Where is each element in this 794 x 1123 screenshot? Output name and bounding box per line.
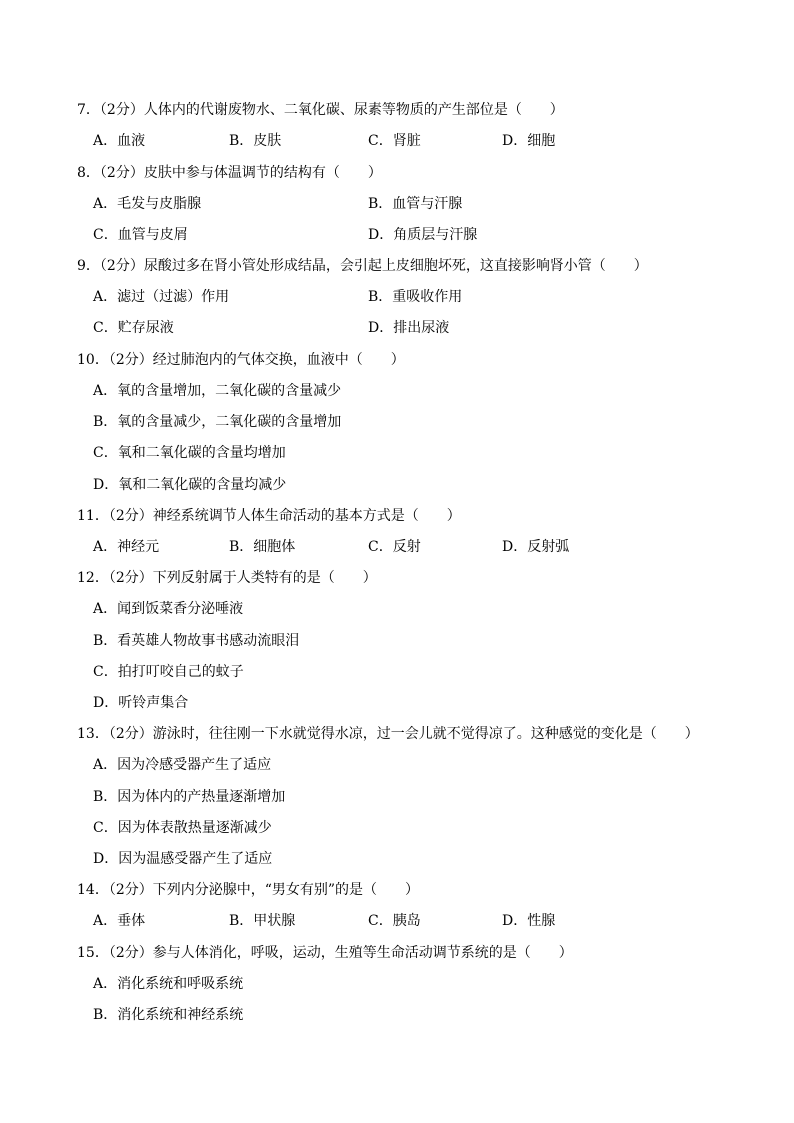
question-8-stem: 8．（2分）皮肤中参与体温调节的结构有（ ） (77, 165, 382, 181)
question-13-stem: 13．（2分）游泳时，往往刚一下水就觉得水凉，过一会儿就不觉得凉了。这种感觉的变化是（ ） (77, 726, 699, 742)
question-10-stem: 10．（2分）经过肺泡内的气体交换，血液中（ ） (77, 352, 405, 368)
question-14-option-d: D．性腺 (502, 913, 556, 929)
question-14-option-a: A．垂体 (93, 913, 146, 929)
question-9-stem: 9．（2分）尿酸过多在肾小管处形成结晶，会引起上皮细胞坏死，这直接影响肾小管（ ） (77, 258, 648, 274)
question-9-option-d: D．排出尿液 (368, 320, 450, 336)
question-12-option-a: A．闻到饭菜香分泌唾液 (93, 601, 244, 617)
question-11-option-b: B．细胞体 (229, 539, 296, 555)
question-14-stem: 14．（2分）下列内分泌腺中，“男女有别”的是（ ） (77, 882, 420, 898)
question-7-option-c: C．肾脏 (368, 133, 421, 149)
question-8-option-a: A．毛发与皮脂腺 (93, 196, 202, 212)
question-15-option-b: B．消化系统和神经系统 (93, 1007, 244, 1023)
question-9-option-b: B．重吸收作用 (368, 289, 463, 305)
question-12-option-c: C．拍打叮咬自己的蚊子 (93, 664, 244, 680)
question-13-option-b: B．因为体内的产热量逐渐增加 (93, 789, 286, 805)
question-9-option-c: C．贮存尿液 (93, 320, 174, 336)
question-10-option-b: B．氧的含量减少，二氧化碳的含量增加 (93, 414, 342, 430)
question-8-option-c: C．血管与皮屑 (93, 227, 188, 243)
question-14-option-c: C．胰岛 (368, 913, 421, 929)
question-11-stem: 11．（2分）神经系统调节人体生命活动的基本方式是（ ） (77, 508, 461, 524)
question-7-option-a: A．血液 (93, 133, 146, 149)
question-11-option-a: A．神经元 (93, 539, 160, 555)
question-12-option-b: B．看英雄人物故事书感动流眼泪 (93, 633, 300, 649)
question-10-option-a: A．氧的含量增加，二氧化碳的含量减少 (93, 383, 342, 399)
question-11-option-d: D．反射弧 (502, 539, 570, 555)
question-10-option-c: C．氧和二氧化碳的含量均增加 (93, 445, 286, 461)
question-13-option-d: D．因为温感受器产生了适应 (93, 851, 273, 867)
question-7-option-d: D．细胞 (502, 133, 556, 149)
question-12-stem: 12．（2分）下列反射属于人类特有的是（ ） (77, 570, 377, 586)
question-12-option-d: D．听铃声集合 (93, 695, 189, 711)
question-14-option-b: B．甲状腺 (229, 913, 296, 929)
question-10-option-d: D．氧和二氧化碳的含量均减少 (93, 477, 287, 493)
question-15-stem: 15．（2分）参与人体消化，呼吸，运动，生殖等生命活动调节系统的是（ ） (77, 945, 573, 961)
question-13-option-c: C．因为体表散热量逐渐减少 (93, 820, 272, 836)
question-9-option-a: A．滤过（过滤）作用 (93, 289, 230, 305)
question-13-option-a: A．因为冷感受器产生了适应 (93, 757, 272, 773)
question-11-option-c: C．反射 (368, 539, 421, 555)
question-7-option-b: B．皮肤 (229, 133, 282, 149)
question-8-option-b: B．血管与汗腺 (368, 196, 463, 212)
question-7-stem: 7．（2分）人体内的代谢废物水、二氧化碳、尿素等物质的产生部位是（ ） (77, 102, 564, 118)
question-8-option-d: D．角质层与汗腺 (368, 227, 478, 243)
question-15-option-a: A．消化系统和呼吸系统 (93, 976, 244, 992)
